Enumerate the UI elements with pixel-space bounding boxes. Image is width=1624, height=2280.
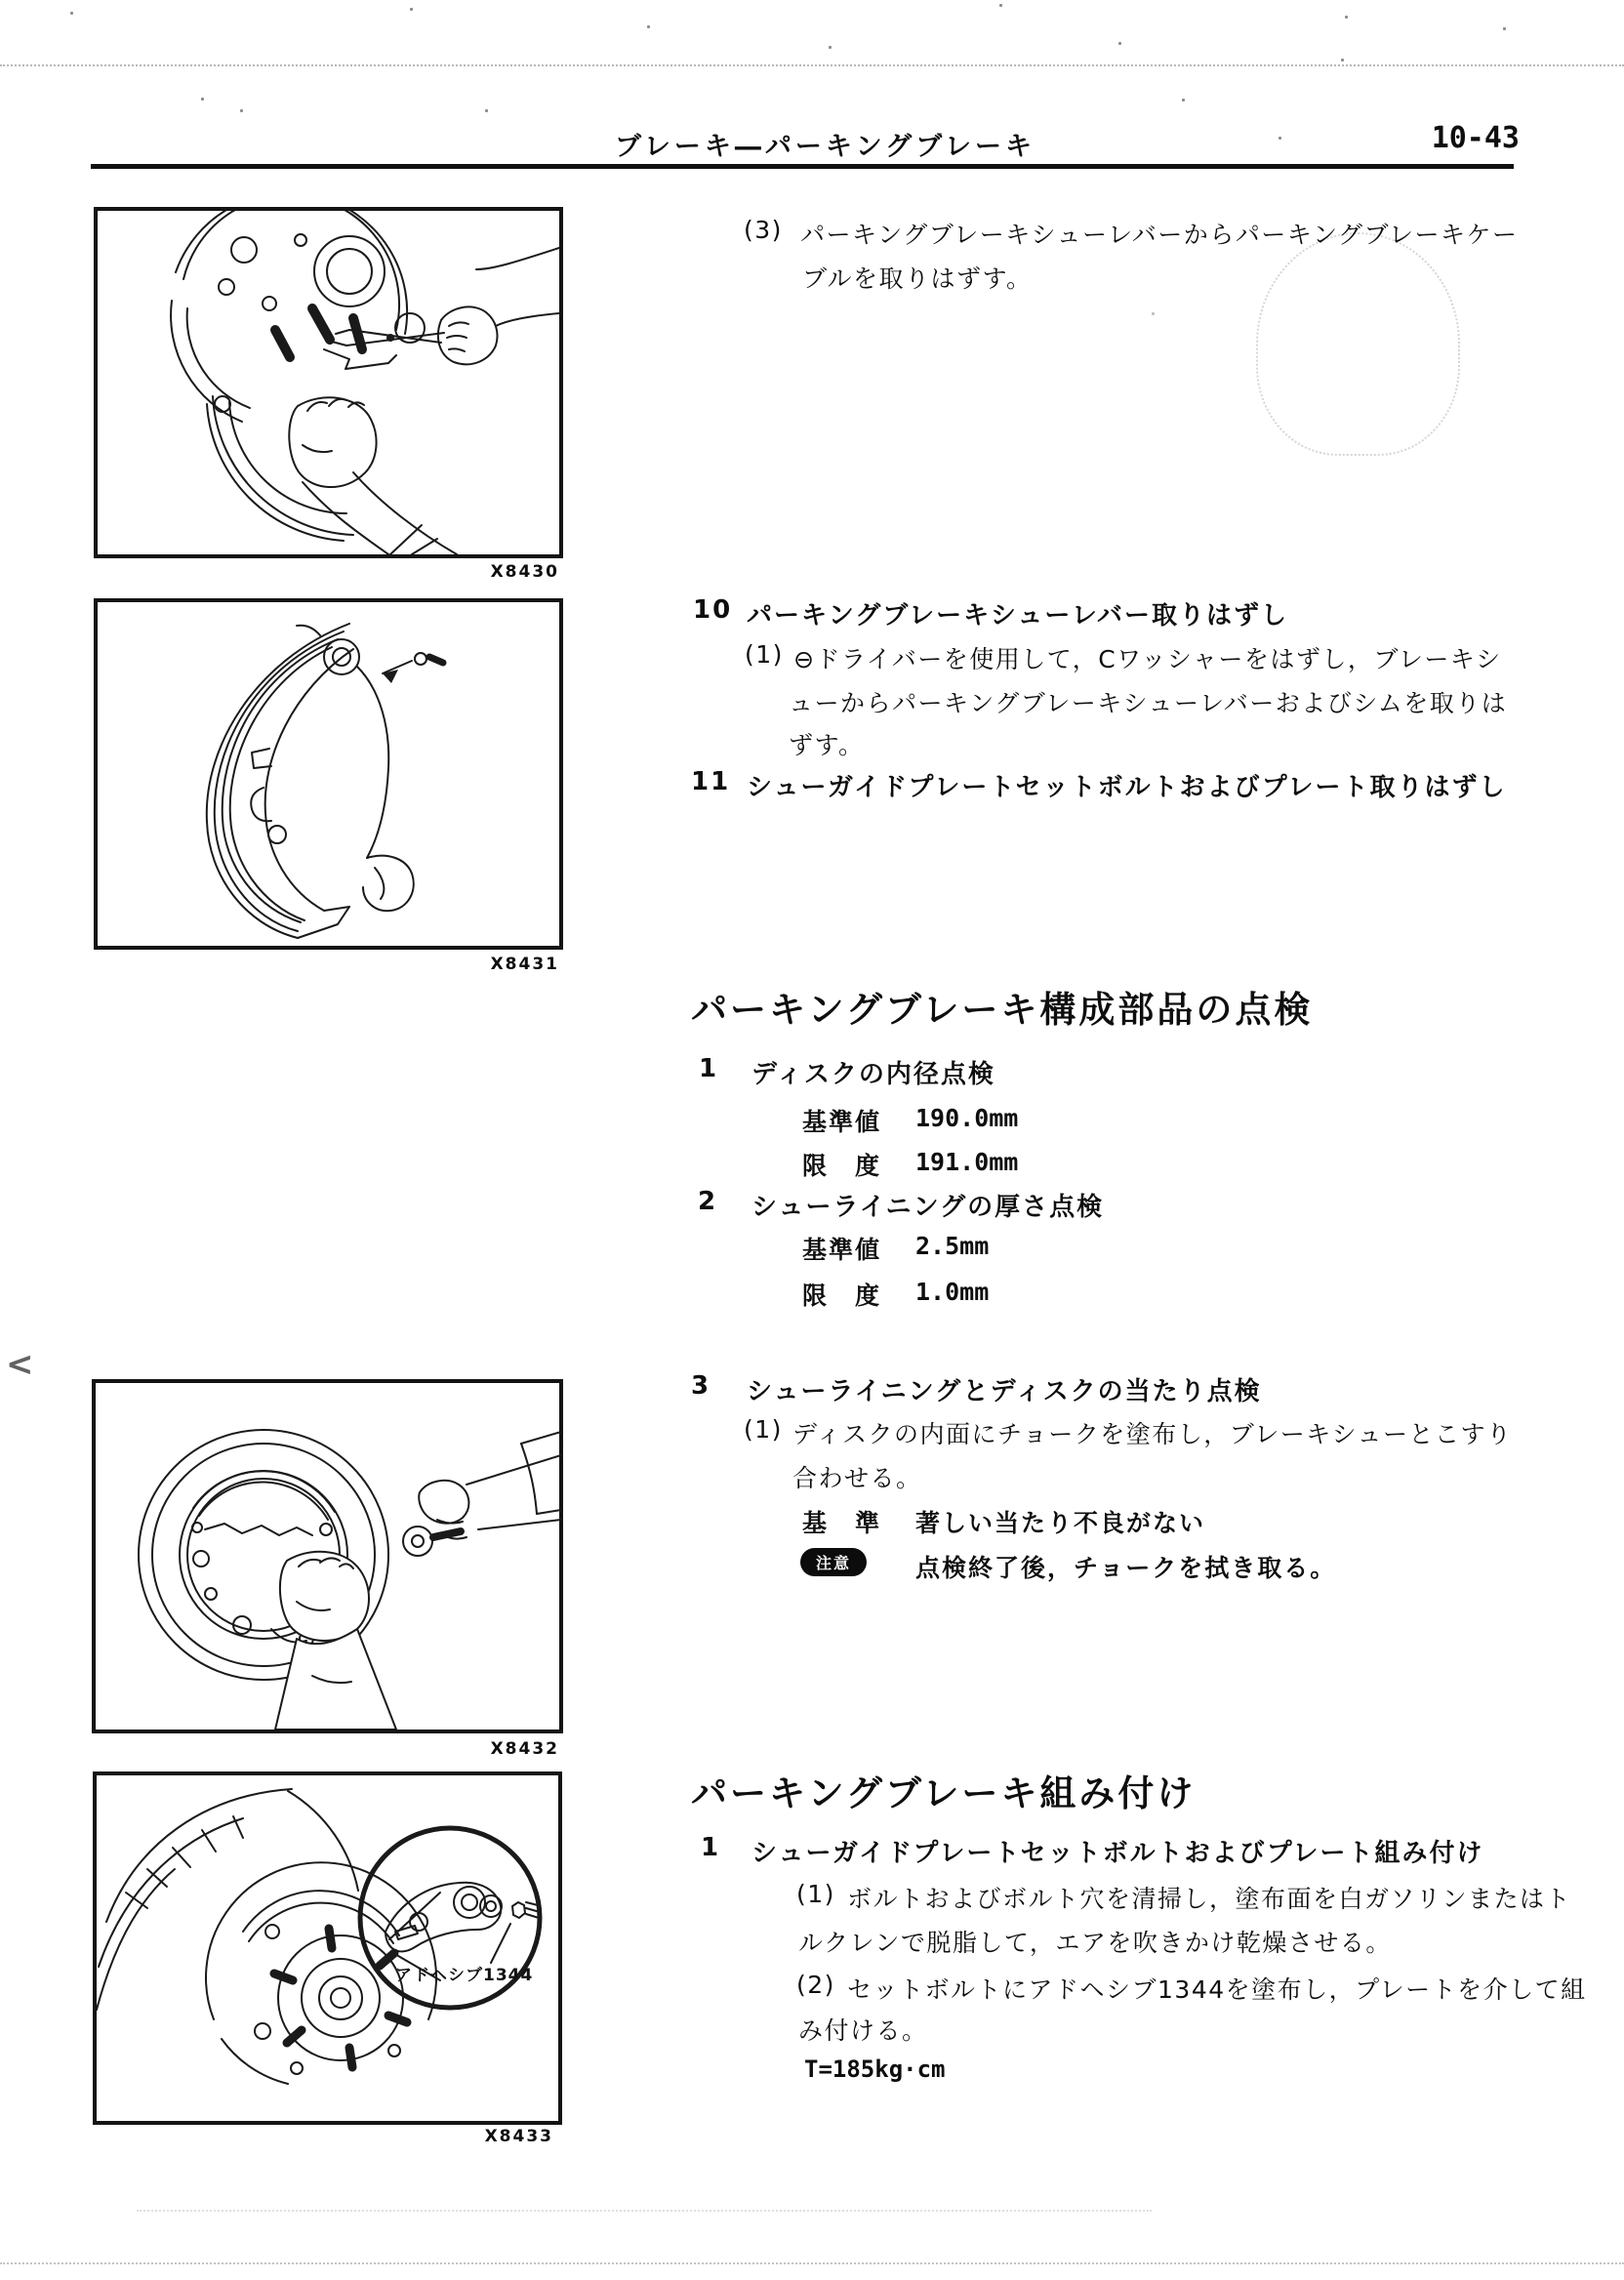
inspection-item1-standard-value: 190.0mm [915, 1104, 1019, 1132]
inspection-item3-title: シューライニングとディスクの当たり点検 [747, 1377, 1262, 1406]
removal-step3-marker: (3) [744, 216, 783, 244]
figure-x8433-drawing [97, 1775, 558, 2121]
figure-x8433 [93, 1771, 562, 2125]
header-rule [91, 164, 1514, 169]
assembly-item1-title: シューガイドプレートセットボルトおよびプレート組み付け [751, 1839, 1484, 1868]
assembly-step2-marker: (2) [796, 1971, 835, 1999]
figure-x8430-drawing [98, 211, 559, 554]
figure-x8430-label: X8430 [490, 562, 559, 582]
figure-x8431-label: X8431 [490, 955, 559, 974]
assembly-step1-line2: ルクレンで脱脂して，エアを吹きかけ乾燥させる。 [798, 1929, 1392, 1957]
figure-x8432-label: X8432 [490, 1739, 559, 1759]
figure-x8432 [92, 1379, 563, 1733]
assembly-step2-line1: セットボルトにアドヘシブ1344を塗布し，プレートを介して組 [847, 1975, 1587, 2004]
figure-x8432-drawing [96, 1383, 561, 1730]
figure-x8430 [94, 207, 563, 558]
margin-scribble: < [6, 1345, 34, 1384]
bleed-through-ghost [1256, 232, 1460, 456]
removal-item11-number: 11 [691, 767, 731, 796]
assembly-step1-marker: (1) [796, 1880, 835, 1908]
inspection-item1-limit-label: 限 度 [802, 1152, 882, 1180]
inspection-item3-standard-text: 著しい当たり不良がない [915, 1509, 1206, 1537]
inspection-item2-standard-value: 2.5mm [915, 1232, 990, 1260]
inspection-item1-limit-value: 191.0mm [915, 1148, 1019, 1176]
assembly-torque-value: T=185kg·cm [804, 2056, 946, 2083]
removal-step3-line2: ブルを取りはずす。 [802, 265, 1033, 293]
removal-item10-step1-line2: ューからパーキングブレーキシューレバーおよびシムを取りは [789, 689, 1508, 717]
assembly-item1-number: 1 [701, 1833, 721, 1862]
inspection-item1-title: ディスクの内径点検 [751, 1060, 995, 1089]
removal-item10-number: 10 [693, 595, 733, 625]
inspection-item3-number: 3 [691, 1371, 711, 1401]
page-number: 10-43 [1431, 121, 1520, 155]
removal-item11-title: シューガイドプレートセットボルトおよびプレート取りはずし [747, 773, 1507, 802]
removal-item10-step1-line3: ずす。 [789, 731, 865, 759]
inspection-heading: パーキングブレーキ構成部品の点検 [691, 989, 1314, 1031]
removal-item10-title: パーキングブレーキシューレバー取りはずし [747, 601, 1289, 631]
scan-noise-line-bottom [0, 2262, 1624, 2264]
caution-badge: 注意 [800, 1548, 867, 1576]
page-title: ブレーキ―パーキングブレーキ [615, 132, 1036, 162]
removal-item10-step1-line1: ⊖ドライバーを使用して，Cワッシャーをはずし，ブレーキシ [793, 645, 1502, 673]
assembly-heading: パーキングブレーキ組み付け [691, 1772, 1197, 1814]
inspection-item2-limit-value: 1.0mm [915, 1278, 990, 1306]
inspection-item2-standard-label: 基準値 [802, 1236, 882, 1264]
inspection-item3-step1-marker: (1) [744, 1415, 783, 1444]
scan-noise-line-top [0, 64, 1624, 66]
removal-item10-step1-marker: (1) [745, 640, 784, 669]
inspection-item2-title: シューライニングの厚さ点検 [751, 1193, 1105, 1222]
figure-x8433-label: X8433 [484, 2127, 553, 2146]
inspection-item2-limit-label: 限 度 [802, 1282, 882, 1310]
scan-noise-line-mid [137, 2210, 1152, 2212]
inspection-item3-step1-line1: ディスクの内面にチョークを塗布し，ブレーキシューとこすり [792, 1420, 1513, 1448]
removal-step3-line1: パーキングブレーキシューレバーからパーキングブレーキケー [800, 221, 1519, 249]
inspection-item3-caution-text: 点検終了後，チョークを拭き取る。 [915, 1554, 1337, 1582]
figure-x8431 [94, 598, 563, 950]
assembly-step1-line1: ボルトおよびボルト穴を清掃し，塗布面を白ガソリンまたはト [847, 1885, 1572, 1913]
assembly-step2-line2: み付ける。 [798, 2016, 928, 2045]
inspection-item1-standard-label: 基準値 [802, 1108, 882, 1136]
inspection-item1-number: 1 [699, 1054, 719, 1083]
inspection-item2-number: 2 [698, 1187, 718, 1216]
inspection-item3-standard-label: 基 準 [802, 1509, 882, 1537]
inspection-item3-step1-line2: 合わせる。 [792, 1464, 922, 1492]
figure-x8433-callout: アドヘシブ1344 [395, 1966, 534, 1985]
figure-x8431-drawing [98, 602, 559, 946]
